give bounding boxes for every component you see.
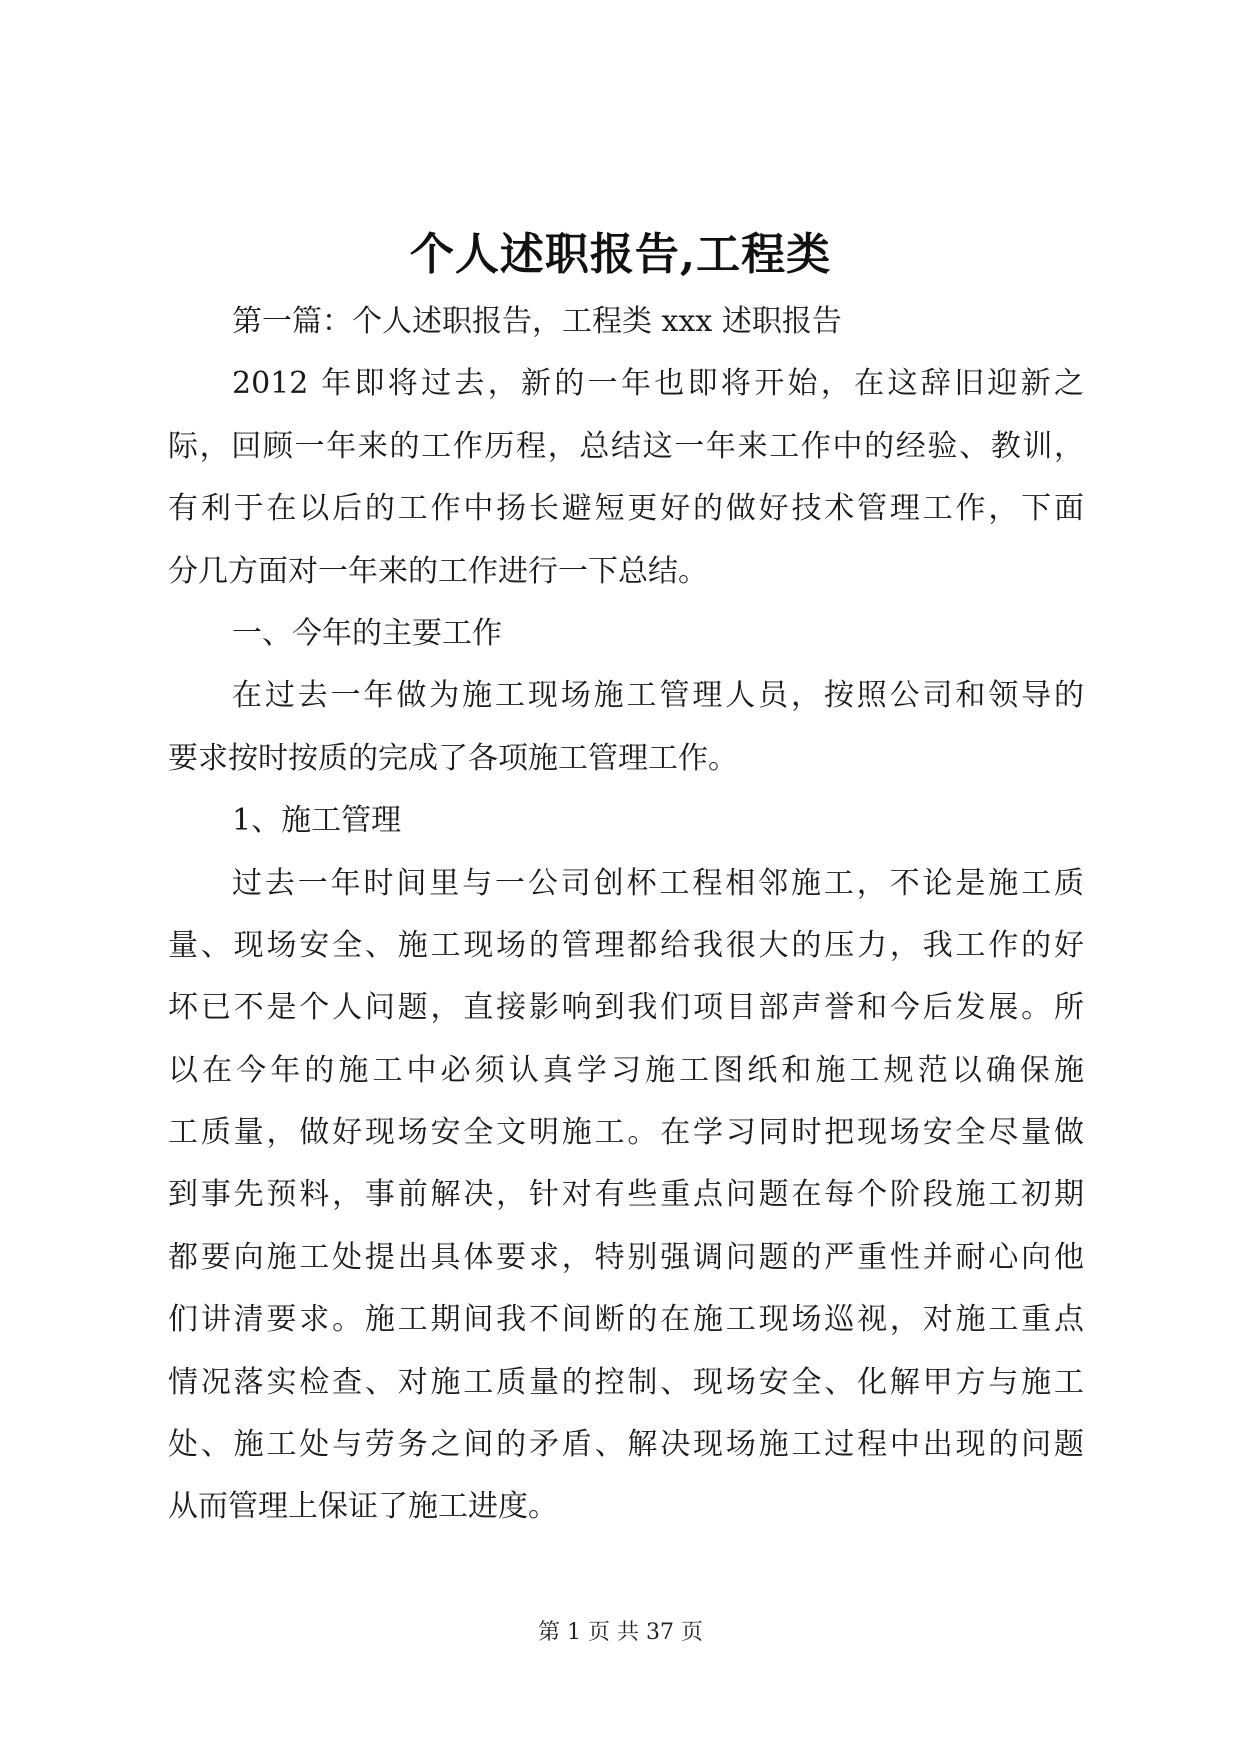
body-line: 有利于在以后的工作中扬长避短更好的做好技术管理工作，下面 bbox=[168, 491, 1084, 527]
body-line: 1、施工管理 bbox=[232, 803, 402, 839]
body-line: 坏已不是个人问题，直接影响到我们项目部声誉和今后发展。所 bbox=[168, 990, 1084, 1026]
body-line: 要求按时按质的完成了各项施工管理工作。 bbox=[168, 740, 738, 776]
body-line: 到事先预料，事前解决，针对有些重点问题在每个阶段施工初期 bbox=[168, 1177, 1084, 1213]
body-line: 们讲清要求。施工期间我不间断的在施工现场巡视，对施工重点 bbox=[168, 1302, 1084, 1338]
body-line: 量、现场安全、施工现场的管理都给我很大的压力，我工作的好 bbox=[168, 927, 1084, 963]
body-line: 工质量，做好现场安全文明施工。在学习同时把现场安全尽量做 bbox=[168, 1115, 1084, 1151]
body-line: 一、今年的主要工作 bbox=[232, 615, 502, 651]
body-line: 以在今年的施工中必须认真学习施工图纸和施工规范以确保施 bbox=[168, 1052, 1084, 1088]
paragraph-main-work bbox=[168, 665, 1084, 790]
paragraph-chapter-heading bbox=[168, 291, 1084, 353]
body-line: 处、施工处与劳务之间的矛盾、解决现场施工过程中出现的问题 bbox=[168, 1427, 1084, 1463]
subsection-heading bbox=[168, 790, 1084, 852]
paragraph-construction-management bbox=[168, 853, 1084, 1539]
body-line: 过去一年时间里与一公司创杯工程相邻施工，不论是施工质 bbox=[232, 865, 1084, 901]
body-line: 2012 年即将过去，新的一年也即将开始，在这辞旧迎新之 bbox=[232, 366, 1084, 402]
body-line: 在过去一年做为施工现场施工管理人员，按照公司和领导的 bbox=[232, 678, 1084, 714]
body-line: 际，回顾一年来的工作历程，总结这一年来工作中的经验、教训， bbox=[168, 428, 1084, 464]
body-line: 从而管理上保证了施工进度。 bbox=[168, 1489, 558, 1525]
body-line: 第一篇：个人述职报告，工程类 xxx 述职报告 bbox=[232, 304, 842, 339]
paragraph-intro bbox=[168, 353, 1084, 603]
body-line: 都要向施工处提出具体要求，特别强调问题的严重性并耐心向他 bbox=[168, 1239, 1084, 1275]
page-number-footer: 第 1 页 共 37 页 bbox=[538, 1620, 703, 1645]
document-title: 个人述职报告,工程类 bbox=[409, 229, 832, 280]
document-body bbox=[168, 291, 1084, 1539]
section-heading bbox=[168, 603, 1084, 665]
body-line: 情况落实检查、对施工质量的控制、现场安全、化解甲方与施工 bbox=[168, 1364, 1084, 1400]
body-line: 分几方面对一年来的工作进行一下总结。 bbox=[168, 553, 708, 589]
